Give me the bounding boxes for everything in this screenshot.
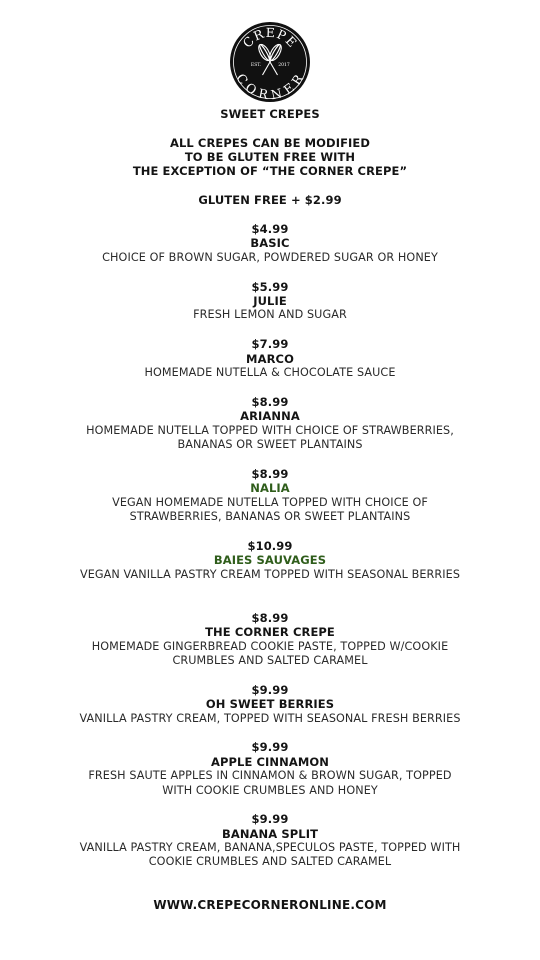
item-price: $9.99 — [251, 683, 289, 697]
gluten-notice-line-2: TO BE GLUTEN FREE WITH — [184, 150, 356, 164]
logo-est-year: 2017 — [278, 63, 290, 68]
item-price: $9.99 — [251, 812, 289, 826]
item-price: $9.99 — [251, 740, 289, 754]
item-price: $5.99 — [251, 280, 289, 294]
item-description: CRUMBLES AND SALTED CARAMEL — [172, 654, 368, 667]
item-name-vegan: NALIA — [250, 481, 290, 495]
item-price: $8.99 — [251, 395, 289, 409]
item-description: FRESH SAUTE APPLES IN CINNAMON & BROWN SUGAR, TOPPED — [88, 769, 452, 782]
website-link[interactable]: WWW.CREPECORNERONLINE.COM — [153, 898, 387, 912]
item-description: HOMEMADE NUTELLA & CHOCOLATE SAUCE — [144, 366, 396, 379]
item-description: WITH COOKIE CRUMBLES AND HONEY — [162, 784, 378, 797]
item-description: VEGAN HOMEMADE NUTELLA TOPPED WITH CHOICE OF — [112, 496, 428, 509]
item-name: BANANA SPLIT — [221, 827, 319, 841]
item-price: $8.99 — [251, 611, 289, 625]
crepe-corner-logo — [229, 21, 311, 103]
logo-top-text: CREPE — [239, 24, 301, 51]
item-name: BASIC — [250, 236, 290, 250]
item-name: OH SWEET BERRIES — [205, 697, 335, 711]
item-description: HOMEMADE NUTELLA TOPPED WITH CHOICE OF STRAWBERRIES, — [86, 424, 454, 437]
item-description: CHOICE OF BROWN SUGAR, POWDERED SUGAR OR HONEY — [102, 251, 438, 264]
item-price: $7.99 — [251, 337, 289, 351]
item-description: VEGAN VANILLA PASTRY CREAM TOPPED WITH SEASONAL BERRIES — [79, 568, 461, 581]
item-description: BANANAS OR SWEET PLANTAINS — [177, 438, 363, 451]
section-title: SWEET CREPES — [220, 107, 320, 121]
item-description: VANILLA PASTRY CREAM, TOPPED WITH SEASONAL FRESH BERRIES — [79, 712, 461, 725]
item-name: APPLE CINNAMON — [210, 755, 330, 769]
logo-bottom-text: CORNER — [233, 70, 307, 102]
gluten-free-price: GLUTEN FREE + $2.99 — [198, 193, 342, 207]
item-name: MARCO — [246, 352, 294, 366]
item-description: COOKIE CRUMBLES AND SALTED CARAMEL — [148, 855, 392, 868]
item-description: STRAWBERRIES, BANANAS OR SWEET PLANTAINS — [129, 510, 411, 523]
item-description: VANILLA PASTRY CREAM, BANANA,SPECULOS PASTE, TOPPED WITH — [79, 841, 461, 854]
item-name: THE CORNER CREPE — [205, 625, 335, 639]
item-name: ARIANNA — [240, 409, 300, 423]
item-name-vegan: BAIES SAUVAGES — [213, 553, 327, 567]
item-description: FRESH LEMON AND SUGAR — [193, 308, 347, 321]
item-name: JULIE — [253, 294, 287, 308]
item-price: $8.99 — [251, 467, 289, 481]
logo-est-label: EST. — [250, 63, 262, 68]
gluten-notice-line-3: THE EXCEPTION OF “THE CORNER CREPE” — [132, 164, 408, 178]
item-price: $10.99 — [247, 539, 293, 553]
item-description: HOMEMADE GINGERBREAD COOKIE PASTE, TOPPED W/COOKIE — [91, 640, 449, 653]
gluten-notice-line-1: ALL CREPES CAN BE MODIFIED — [169, 136, 371, 150]
item-price: $4.99 — [251, 222, 289, 236]
